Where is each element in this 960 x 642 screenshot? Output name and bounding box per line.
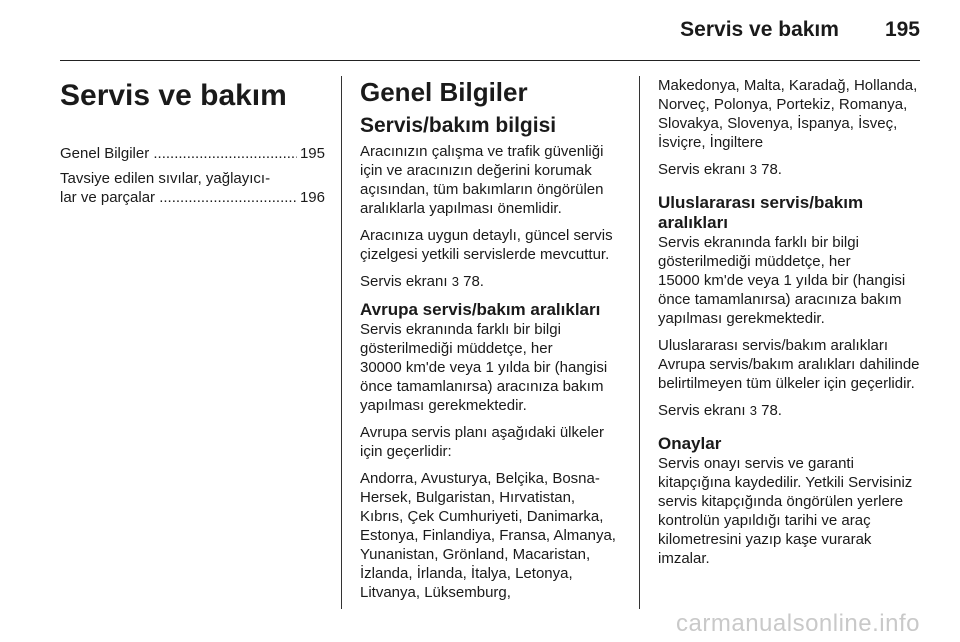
toc-entry-tavsiye[interactable] bbox=[60, 169, 325, 207]
confirmations-heading: Onaylar bbox=[658, 434, 722, 453]
toc-entry-page: 195 bbox=[299, 145, 325, 162]
paragraph: Servis onayı servis ve garanti kitapçığına kaydedilir. Yetkili Servisiniz servis kitapçığında öngörülen yerlere kontrolün yapıldığı tarihi ve araç kilometresini yazıp kaşe vurarak imzalar. bbox=[658, 455, 913, 567]
cross-reference[interactable] bbox=[658, 160, 924, 179]
toc-entry-page: 196 bbox=[299, 189, 325, 206]
column-1 bbox=[60, 76, 325, 213]
header-page-number: 195 bbox=[884, 18, 920, 41]
paragraph: Aracınıza uygun detaylı, güncel servis çizelgesi yetkili servislerde mevcuttur. bbox=[360, 227, 613, 263]
column-3 bbox=[658, 76, 924, 576]
chapter-title: Servis ve bakım bbox=[60, 79, 287, 112]
column-2 bbox=[360, 76, 622, 610]
paragraph: Uluslararası servis/bakım aralıkları Avrupa servis/bakım aralıkları dahilinde belirtilmeyen tüm ülkeler için geçerlidir. bbox=[658, 337, 920, 392]
ref-arrow-icon: 3 bbox=[451, 274, 459, 289]
cross-reference[interactable] bbox=[658, 401, 924, 420]
ref-text: Servis ekranı bbox=[658, 402, 746, 419]
ref-page: 78. bbox=[761, 402, 782, 419]
toc-entry-title-line1: Tavsiye edilen sıvılar, yağlayıcı- bbox=[60, 170, 271, 187]
column-divider-2 bbox=[639, 76, 640, 609]
ref-text: Servis ekranı bbox=[360, 273, 448, 290]
section-title: Genel Bilgiler bbox=[360, 77, 528, 107]
watermark: carmanualsonline.info bbox=[676, 610, 920, 637]
header-rule bbox=[60, 60, 920, 61]
toc-entry-title: Genel Bilgiler ..... bbox=[60, 144, 297, 163]
ref-arrow-icon: 3 bbox=[749, 162, 757, 177]
international-heading bbox=[658, 193, 924, 233]
paragraph: 30000 km'de veya 1 yılda bir (hangisi önce tamamlanırsa) aracınıza bakım yapılması gerekmektedir. bbox=[360, 359, 608, 414]
ref-text: Servis ekranı bbox=[658, 161, 746, 178]
europe-heading: Avrupa servis/bakım aralıkları bbox=[360, 300, 601, 319]
country-list-continued: Makedonya, Malta, Karadağ, Hollanda, Norveç, Polonya, Portekiz, Romanya, Slovakya, Slovenya, İspanya, İsveç, İsviçre, İngiltere bbox=[658, 77, 918, 151]
international-heading-line1: Uluslararası servis/bakım bbox=[658, 193, 864, 212]
paragraph: Servis ekranında farklı bir bilgi gösterilmediği müddetçe, her bbox=[360, 321, 561, 357]
ref-page: 78. bbox=[761, 161, 782, 178]
paragraph: Aracınızın çalışma ve trafik güvenliği için ve aracınızın değerini korumak açısından, tüm bakımların öngörülen aralıklarla yapılması önemlidir. bbox=[360, 143, 604, 217]
paragraph: Avrupa servis planı aşağıdaki ülkeler için geçerlidir: bbox=[360, 424, 605, 460]
cross-reference[interactable] bbox=[360, 272, 622, 291]
paragraph: Servis ekranında farklı bir bilgi gösterilmediği müddetçe, her bbox=[658, 234, 859, 270]
international-heading-line2: aralıkları bbox=[658, 213, 728, 232]
subsection-title: Servis/bakım bilgisi bbox=[360, 114, 557, 137]
country-list: Andorra, Avusturya, Belçika, Bosna-Hersek, Bulgaristan, Hırvatistan, Kıbrıs, Çek Cumhuriyeti, Danimarka, Estonya, Finlandiya, Fransa, Almanya, Yunanistan, Grönland, Macaristan, İzlanda, İrlanda, İtalya, Letonya, Litvanya, Lüksemburg, bbox=[360, 470, 616, 601]
paragraph: 15000 km'de veya 1 yılda bir (hangisi önce tamamlanırsa) aracınıza bakım yapılması gerekmektedir. bbox=[658, 272, 906, 327]
running-header bbox=[680, 18, 920, 42]
header-section-title: Servis ve bakım bbox=[680, 18, 839, 41]
toc-entry-genel-bilgiler[interactable] bbox=[60, 144, 325, 163]
ref-page: 78. bbox=[463, 273, 484, 290]
column-divider-1 bbox=[341, 76, 342, 609]
toc-entry-title-line2: lar ve parçalar ..... bbox=[60, 188, 297, 207]
ref-arrow-icon: 3 bbox=[749, 403, 757, 418]
